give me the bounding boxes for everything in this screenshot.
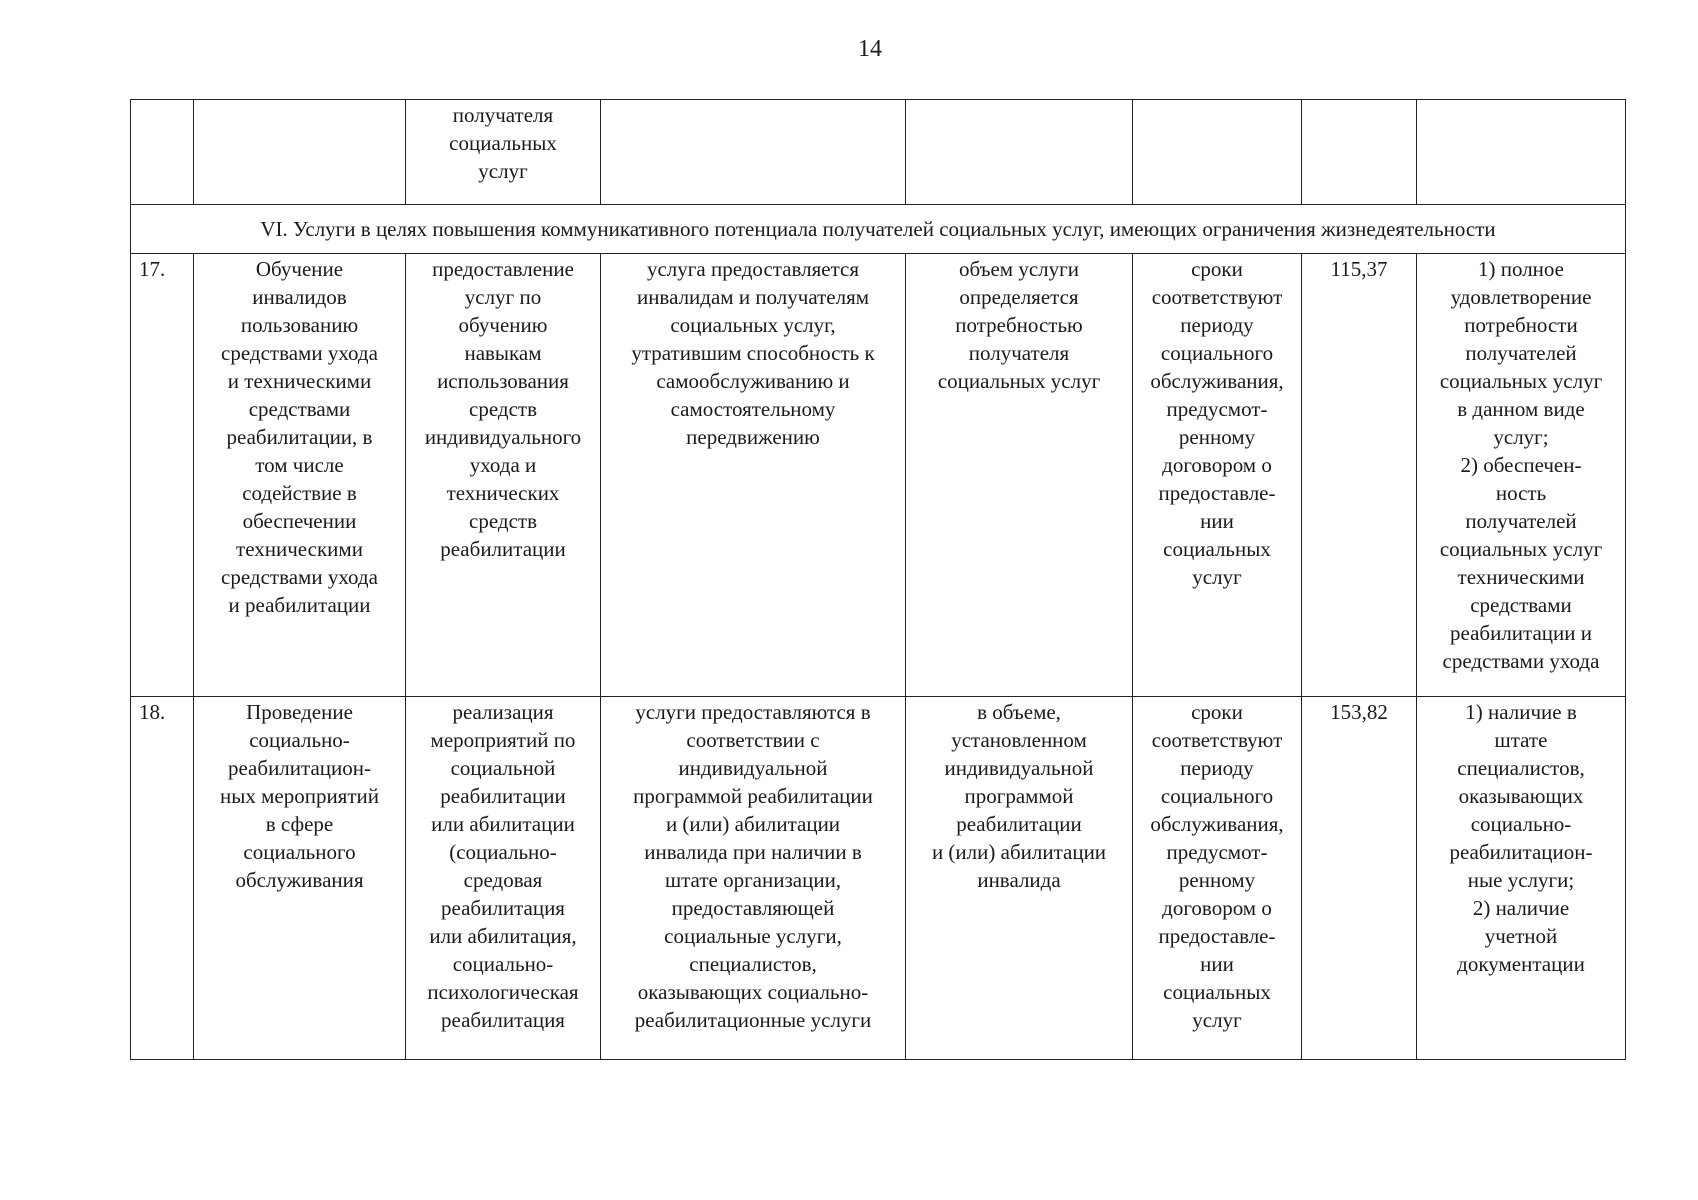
cell-empty — [1417, 100, 1626, 205]
service-quality: 1) наличие в штате специалистов, оказывающих социально- реабилитацион- ные услуги; 2) наличие учетной документации — [1417, 697, 1626, 1060]
service-quality: 1) полное удовлетворение потребности получателей социальных услуг в данном виде услуг; 2) обеспечен- ность получателей социальных услуг техническими средствами реабилитации и средствами ухода — [1417, 254, 1626, 697]
service-content: предоставление услуг по обучению навыкам использования средств индивидуального ухода и технических средств реабилитации — [406, 254, 601, 697]
section-header-row — [131, 205, 1626, 254]
service-volume: объем услуги определяется потребностью получателя социальных услуг — [906, 254, 1133, 697]
table-row — [131, 697, 1626, 1060]
section-title: VI. Услуги в целях повышения коммуникативного потенциала получателей социальных услуг, имеющих ограничения жизнедеятельности — [131, 205, 1626, 254]
service-conditions: услуга предоставляется инвалидам и получателям социальных услуг, утратившим способность к самообслуживанию и самостоятельному передвижению — [601, 254, 906, 697]
row-number: 18. — [131, 697, 194, 1060]
service-conditions: услуги предоставляются в соответствии с индивидуальной программой реабилитации и (или) абилитации инвалида при наличии в штате организации, предоставляющей социальные услуги, специалистов, оказывающих социально- реабилитационные услуги — [601, 697, 906, 1060]
services-table — [130, 99, 1626, 1060]
cell-empty — [1302, 100, 1417, 205]
cell-empty — [601, 100, 906, 205]
cell-empty — [194, 100, 406, 205]
page-number: 14 — [858, 36, 882, 62]
cell-empty — [131, 100, 194, 205]
row-number: 17. — [131, 254, 194, 697]
service-volume: в объеме, установленном индивидуальной программой реабилитации и (или) абилитации инвалида — [906, 697, 1133, 1060]
cell-empty — [1133, 100, 1302, 205]
cell-empty — [906, 100, 1133, 205]
service-name: Проведение социально- реабилитацион- ных мероприятий в сфере социального обслуживания — [194, 697, 406, 1060]
service-terms: сроки соответствуют периоду социального обслуживания, предусмот- ренному договором о предоставле- нии социальных услуг — [1133, 697, 1302, 1060]
service-name: Обучение инвалидов пользованию средствами ухода и техническими средствами реабилитации, в том числе содействие в обеспечении техническими средствами ухода и реабилитации — [194, 254, 406, 697]
service-price: 153,82 — [1302, 697, 1417, 1060]
service-content: реализация мероприятий по социальной реабилитации или абилитации (социально- средовая реабилитация или абилитация, социально- психологическая реабилитация — [406, 697, 601, 1060]
table-row — [131, 254, 1626, 697]
cell-content: получателя социальных услуг — [406, 100, 601, 205]
service-price: 115,37 — [1302, 254, 1417, 697]
continuation-row — [131, 100, 1626, 205]
service-terms: сроки соответствуют периоду социального обслуживания, предусмот- ренному договором о предоставле- нии социальных услуг — [1133, 254, 1302, 697]
